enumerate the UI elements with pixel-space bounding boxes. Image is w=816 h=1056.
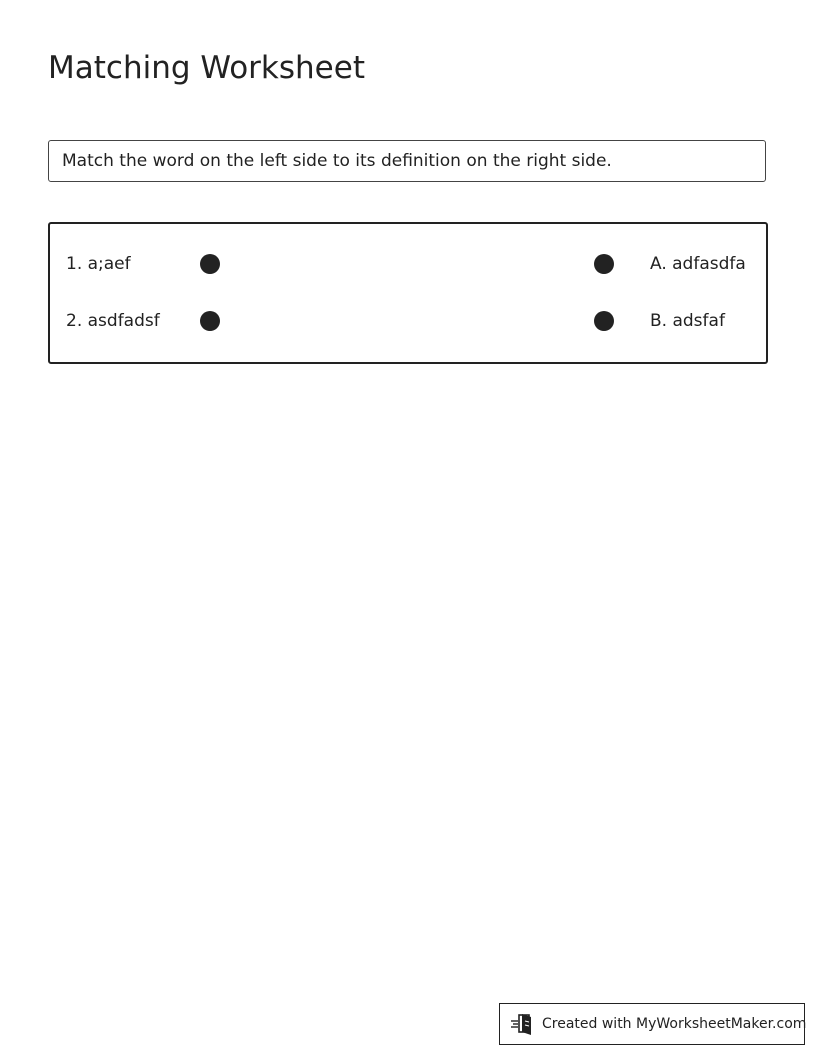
definition-dot[interactable] <box>594 311 614 331</box>
definition-label: A. adfasdfa <box>650 254 746 274</box>
definition-label: B. adsfaf <box>650 311 725 331</box>
term-dot[interactable] <box>200 311 220 331</box>
term-label: 1. a;aef <box>66 254 131 274</box>
match-row <box>50 249 766 279</box>
matching-box <box>48 222 768 364</box>
footer-badge[interactable] <box>499 1003 805 1045</box>
match-row <box>50 306 766 336</box>
instructions-box <box>48 140 766 182</box>
worksheet-maker-logo-icon <box>510 1012 536 1036</box>
instructions-text: Match the word on the left side to its definition on the right side. <box>62 151 612 171</box>
page-title: Matching Worksheet <box>48 50 365 86</box>
term-dot[interactable] <box>200 254 220 274</box>
term-label: 2. asdfadsf <box>66 311 160 331</box>
footer-text: Created with MyWorksheetMaker.com <box>542 1016 807 1032</box>
definition-dot[interactable] <box>594 254 614 274</box>
